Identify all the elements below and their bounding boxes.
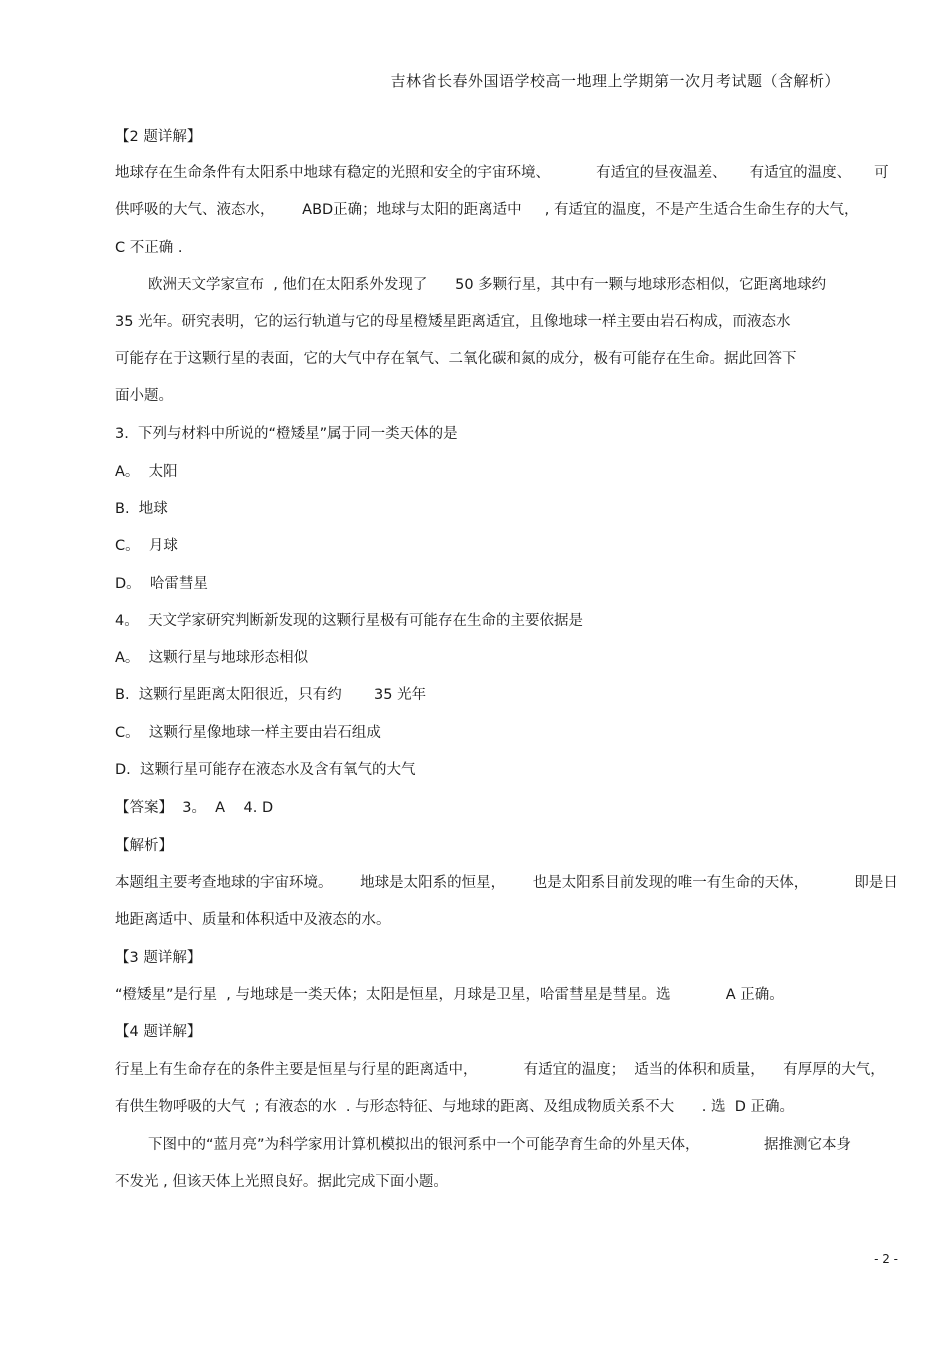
answer-line: 【答案】 3。 A 4. D — [115, 800, 274, 816]
text-line: 【2 题详解】 — [115, 129, 202, 145]
text-line: 行星上有生命存在的条件主要是恒星与行星的距离适中， 有适宜的温度； 适当的体积和质量， 有厚厚的大气， — [115, 1062, 885, 1078]
text-line: 【4 题详解】 — [115, 1024, 202, 1040]
option-c: C。 月球 — [115, 538, 178, 554]
option-a: A。 这颗行星与地球形态相似 — [115, 650, 309, 666]
analysis-heading: 【解析】 — [115, 838, 173, 854]
text-line: 35 光年。研究表明，它的运行轨道与它的母星橙矮星距离适宜，且像地球一样主要由岩石构成，而液态水 — [115, 314, 791, 330]
page-header: 吉林省长春外国语学校高一地理上学期第一次月考试题（含解析） — [390, 72, 840, 90]
option-a: A。 太阳 — [115, 464, 178, 480]
question-4: 4。 天文学家研究判断新发现的这颗行星极有可能存在生命的主要依据是 — [115, 613, 583, 629]
text-line: 地球存在生命条件有太阳系中地球有稳定的光照和安全的宇宙环境、 有适宜的昼夜温差、 有适宜的温度、 可 — [115, 165, 889, 181]
text-line: 有供生物呼吸的大气 ; 有液态的水 . 与形态特征、与地球的距离、及组成物质关系不大 . 选 D 正确。 — [115, 1099, 795, 1115]
text-line: “橙矮星”是行星 , 与地球是一类天体；太阳是恒星，月球是卫星，哈雷彗星是彗星。选 A 正确。 — [115, 987, 784, 1003]
text-line: 可能存在于这颗行星的表面，它的大气中存在氧气、二氧化碳和氮的成分，极有可能存在生命。据此回答下 — [115, 351, 797, 367]
text-line: 欧洲天文学家宣布 , 他们在太阳系外发现了 50 多颗行星，其中有一颗与地球形态相似，它距离地球约 — [148, 277, 827, 293]
option-d: D。 哈雷彗星 — [115, 576, 208, 592]
text-line: 本题组主要考查地球的宇宙环境。 地球是太阳系的恒星， 也是太阳系目前发现的唯一有生命的天体， 即是日 — [115, 875, 898, 891]
text-line: 地距离适中、质量和体积适中及液态的水。 — [115, 912, 391, 928]
text-line: 【3 题详解】 — [115, 950, 202, 966]
option-b: B. 地球 — [115, 501, 168, 517]
option-b: B. 这颗行星距离太阳很近，只有约 35 光年 — [115, 687, 427, 703]
text-line: 不发光 , 但该天体上光照良好。据此完成下面小题。 — [115, 1174, 448, 1190]
option-d: D. 这颗行星可能存在液态水及含有氧气的大气 — [115, 762, 416, 778]
page-number: - 2 - — [874, 1252, 898, 1266]
text-line: C 不正确 . — [115, 240, 183, 256]
text-line: 下图中的“蓝月亮”为科学家用计算机模拟出的银河系中一个可能孕育生命的外星天体， 据推测它本身 — [148, 1137, 852, 1153]
question-3: 3. 下列与材料中所说的“橙矮星”属于同一类天体的是 — [115, 426, 458, 442]
text-line: 面小题。 — [115, 388, 173, 404]
option-c: C。 这颗行星像地球一样主要由岩石组成 — [115, 725, 381, 741]
text-line: 供呼吸的大气、液态水， ABD正确；地球与太阳的距离适中 , 有适宜的温度，不是产生适合生命生存的大气， — [115, 202, 859, 218]
